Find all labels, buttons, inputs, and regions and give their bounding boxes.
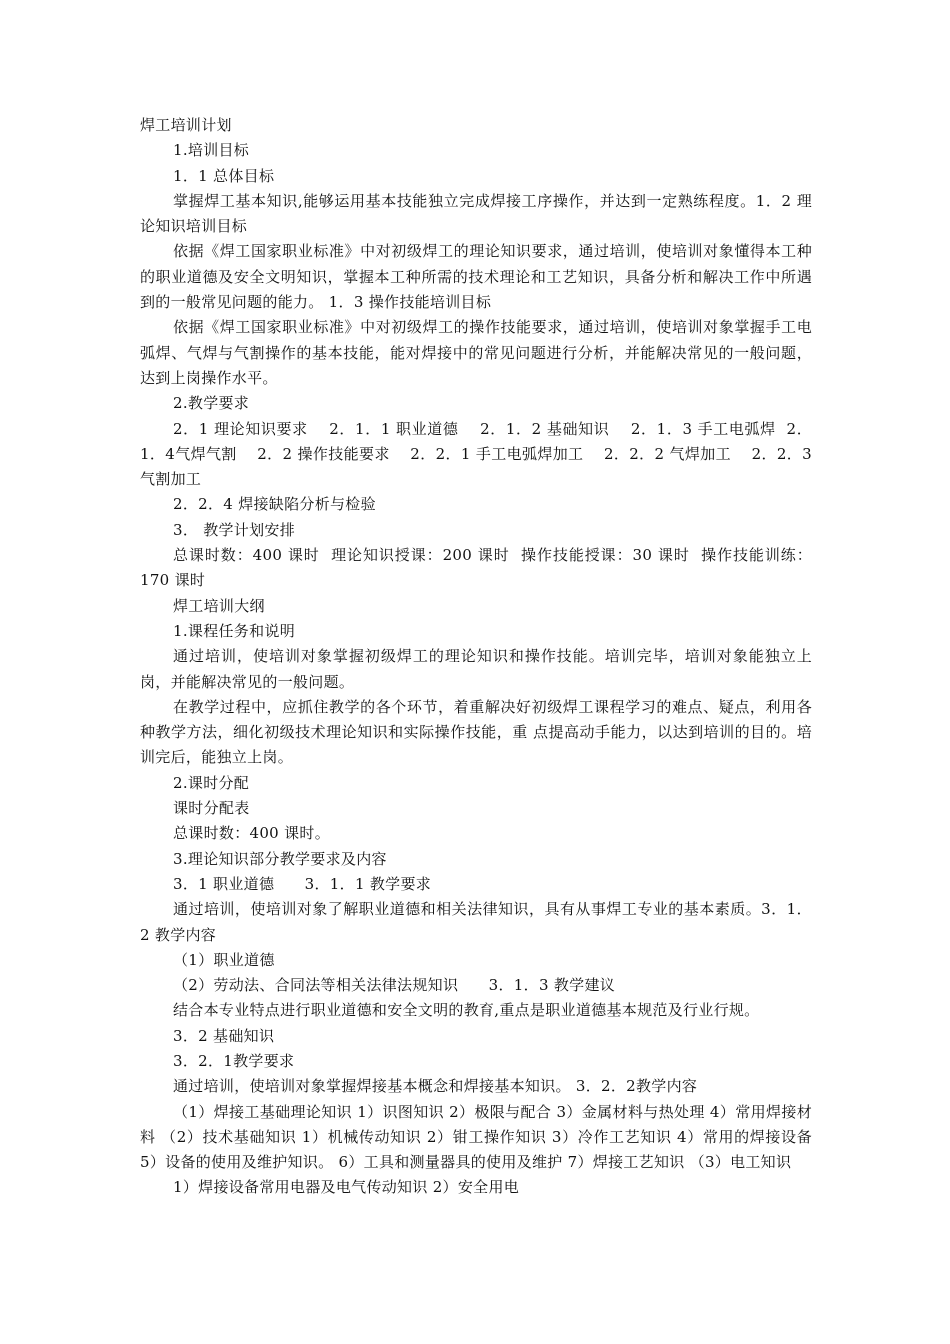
paragraph: 1.培训目标 (173, 141, 250, 160)
paragraph: 总课时数：400 课时 理论知识授课：200 课时 操作技能授课：30 课时 操作技能训练：170 课时 (140, 546, 812, 590)
paragraph: 通过培训，使培训对象了解职业道德和相关法律知识，具有从事焊工专业的基本素质。3．1．2 教学内容 (140, 900, 812, 944)
paragraph: 3.理论知识部分教学要求及内容 (173, 849, 387, 868)
paragraph: （2）劳动法、合同法等相关法律法规知识 3．1．3 教学建议 (173, 976, 616, 995)
paragraph: 3．1 职业道德 3．1．1 教学要求 (173, 874, 432, 893)
paragraph: 3．2 基础知识 (173, 1026, 275, 1045)
paragraph: （1）焊接工基础理论知识 1）识图知识 2）极限与配合 3）金属材料与热处理 4）常用焊接材料 （2）技术基础知识 1）机械传动知识 2）钳工操作知识 3）冷作工艺知识 4）常用的焊接设备 5）设备的使用及维护知识。 6）工具和测量器具的使用及维护 7）焊接工艺知识 （3）电工知识 (140, 1102, 818, 1172)
paragraph: 2.教学要求 (173, 394, 250, 413)
paragraph: 在教学过程中，应抓住教学的各个环节，着重解决好初级焊工课程学习的难点、疑点，利用各种教学方法，细化初级技术理论知识和实际操作技能，重 点提高动手能力，以达到培训的目的。培训完后，能独立上岗。 (140, 697, 812, 767)
section-heading: 焊工培训大纲 (173, 596, 265, 615)
paragraph: 课时分配表 (173, 799, 250, 818)
paragraph: 1.课程任务和说明 (173, 621, 296, 640)
paragraph: 通过培训，使培训对象掌握焊接基本概念和焊接基本知识。 3．2．2教学内容 (173, 1077, 698, 1096)
paragraph: 2．2．4 焊接缺陷分析与检验 (173, 495, 376, 514)
doc-title: 焊工培训计划 (140, 116, 232, 134)
paragraph: 依据《焊工国家职业标准》中对初级焊工的理论知识要求，通过培训，使培训对象懂得本工种的职业道德及安全文明知识，掌握本工种所需的技术理论和工艺知识，具备分析和解决工作中所遇到的一般常见问题的能力。 1．3 操作技能培训目标 (140, 242, 812, 312)
paragraph: 3． 教学计划安排 (173, 520, 296, 539)
paragraph: （1）职业道德 (173, 950, 275, 969)
paragraph: 2.课时分配 (173, 773, 250, 792)
paragraph: 1．1 总体目标 (173, 166, 275, 185)
paragraph: 通过培训，使培训对象掌握初级焊工的理论知识和操作技能。培训完毕，培训对象能独立上岗，并能解决常见的一般问题。 (140, 647, 812, 691)
paragraph: 依据《焊工国家职业标准》中对初级焊工的操作技能要求，通过培训，使培训对象掌握手工电弧焊、气焊与气割操作的基本技能，能对焊接中的常见问题进行分析，并能解决常见的一般问题，达到上岗操作水平。 (140, 318, 812, 387)
paragraph: 总课时数：400 课时。 (173, 824, 330, 843)
paragraph: 1）焊接设备常用电器及电气传动知识 2）安全用电 (173, 1178, 520, 1197)
document-body (140, 113, 818, 1201)
paragraph: 结合本专业特点进行职业道德和安全文明的教育,重点是职业道德基本规范及行业行规。 (173, 1001, 760, 1020)
paragraph: 3．2．1教学要求 (173, 1051, 295, 1070)
paragraph: 2．1 理论知识要求 2．1．1 职业道德 2．1．2 基础知识 2．1．3 手工电弧焊 2．1．4气焊气割 2．2 操作技能要求 2．2．1 手工电弧焊加工 2．2．2 气焊加工 2．2．3 气割加工 (140, 419, 818, 489)
paragraph: 掌握焊工基本知识,能够运用基本技能独立完成焊接工序操作，并达到一定熟练程度。1．2 理论知识培训目标 (140, 191, 812, 236)
